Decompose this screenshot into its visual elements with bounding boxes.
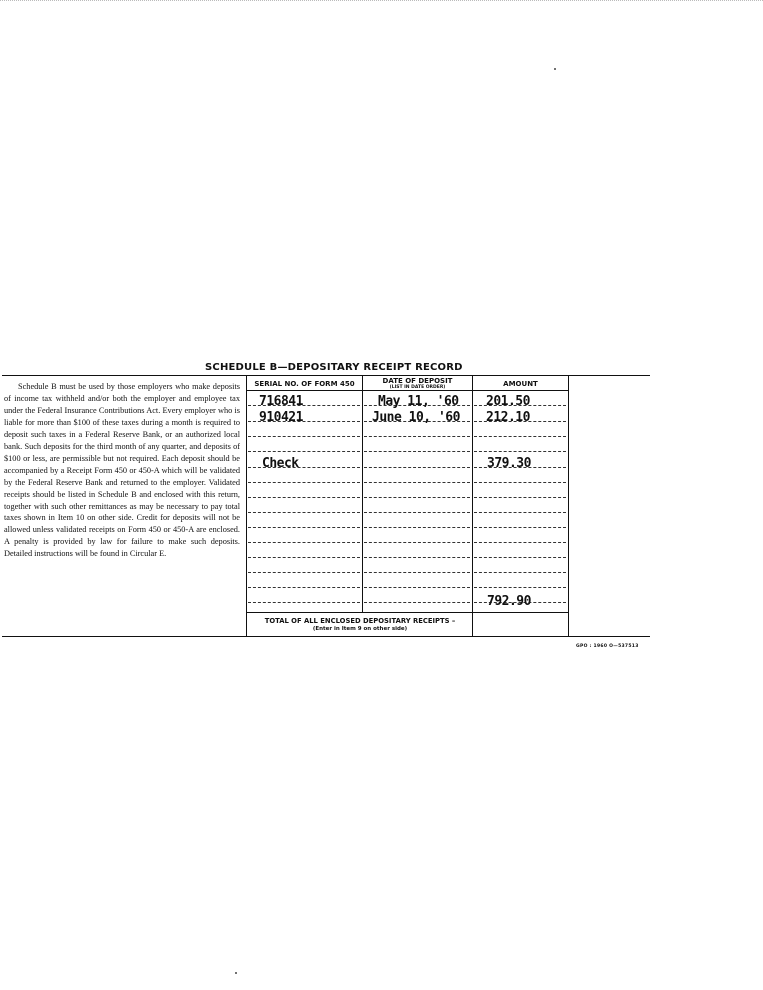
column-rule-serial-date [362, 376, 363, 612]
column-header-serial: SERIAL NO. OF FORM 450 [254, 380, 355, 388]
entry-dashed-line [364, 527, 470, 528]
entry-dashed-line [364, 482, 470, 483]
entry-dashed-line [364, 467, 470, 468]
entry-dashed-line [248, 542, 360, 543]
column-rule-left [246, 376, 247, 636]
total-label-text: TOTAL OF ALL ENCLOSED DEPOSITARY RECEIPTS – [264, 617, 456, 625]
entry-dashed-line [364, 587, 470, 588]
entry-dashed-line [248, 587, 360, 588]
total-amount: 792.90 [487, 594, 531, 609]
scan-edge-noise [0, 0, 763, 4]
entry-dashed-line [474, 557, 566, 558]
total-label-note: (Enter in Item 9 on other side) [312, 626, 408, 632]
entry-dashed-line [474, 512, 566, 513]
entry-dashed-line [248, 527, 360, 528]
entry-dashed-line [248, 572, 360, 573]
entry-dashed-line [364, 557, 470, 558]
entry-dashed-line [364, 572, 470, 573]
entry-dashed-line [474, 587, 566, 588]
total-label [247, 617, 473, 633]
entry-amount: 201.50 [486, 394, 530, 409]
column-rule-date-amount [472, 376, 473, 636]
entry-dashed-line [474, 482, 566, 483]
entry-dashed-line [248, 512, 360, 513]
column-header-date-label: DATE OF DEPOSIT [382, 377, 453, 385]
entry-date: June 10, '60 [372, 410, 460, 425]
entry-amount: 212.10 [486, 410, 530, 425]
total-rule [246, 612, 568, 613]
entry-dashed-line [364, 512, 470, 513]
entry-serial: 716841 [259, 394, 303, 409]
scan-speck [235, 972, 237, 974]
entry-dashed-line [248, 436, 360, 437]
bottom-rule [2, 636, 650, 637]
scan-speck [554, 68, 556, 70]
entry-dashed-line [474, 436, 566, 437]
entry-dashed-line [364, 542, 470, 543]
entry-dashed-line [474, 451, 566, 452]
entry-amount: 379.30 [487, 456, 531, 471]
column-header-date-note: (LIST IN DATE ORDER) [389, 385, 446, 390]
column-rule-right [568, 376, 569, 636]
entry-date: May 11, '60 [378, 394, 459, 409]
entry-dashed-line [474, 572, 566, 573]
entry-dashed-line [364, 497, 470, 498]
entry-serial: Check [262, 456, 299, 471]
entry-dashed-line [474, 497, 566, 498]
entry-dashed-line [248, 557, 360, 558]
entry-dashed-line [474, 527, 566, 528]
schedule-title: SCHEDULE B—DEPOSITARY RECEIPT RECORD [205, 362, 463, 373]
entry-serial: 910421 [259, 410, 303, 425]
gpo-imprint: GPO : 1960 O—537513 [576, 644, 639, 649]
top-rule [2, 375, 650, 376]
entry-dashed-line [364, 602, 470, 603]
entry-dashed-line [248, 482, 360, 483]
entry-dashed-line [248, 497, 360, 498]
entry-dashed-line [474, 542, 566, 543]
instructions-text: Schedule B must be used by those employers who make deposits of income tax withheld and/or both the employer and employee tax under the Federal Insurance Contributions Act. Every employer who is liable for more than $100 of these taxes during a month is required to deposit such taxes in a Federal Reserve Bank, or an authorized local bank. Such deposits for the third month of any quarter, and deposits of $100 or less, are permissible but not required. Each deposit should be accompanied by a Receipt Form 450 or 450-A which will be validated by the Federal Reserve Bank and returned to the employer. Validated receipts should be listed in Schedule B and enclosed with this return, together with such other remittances as may be necessary to pay total taxes shown in Item 10 on other side. Credit for deposits will not be allowed unless validated receipts on Form 450 or 450-A are enclosed. A penalty is provided by law for failure to make such deposits. Detailed instructions will be found in Circular E. [4, 382, 240, 559]
entry-dashed-line [364, 451, 470, 452]
entry-dashed-line [364, 436, 470, 437]
entry-dashed-line [248, 451, 360, 452]
column-header-date [363, 377, 472, 390]
column-header-amount: AMOUNT [503, 380, 538, 388]
header-underline [246, 390, 568, 391]
entry-dashed-line [248, 602, 360, 603]
